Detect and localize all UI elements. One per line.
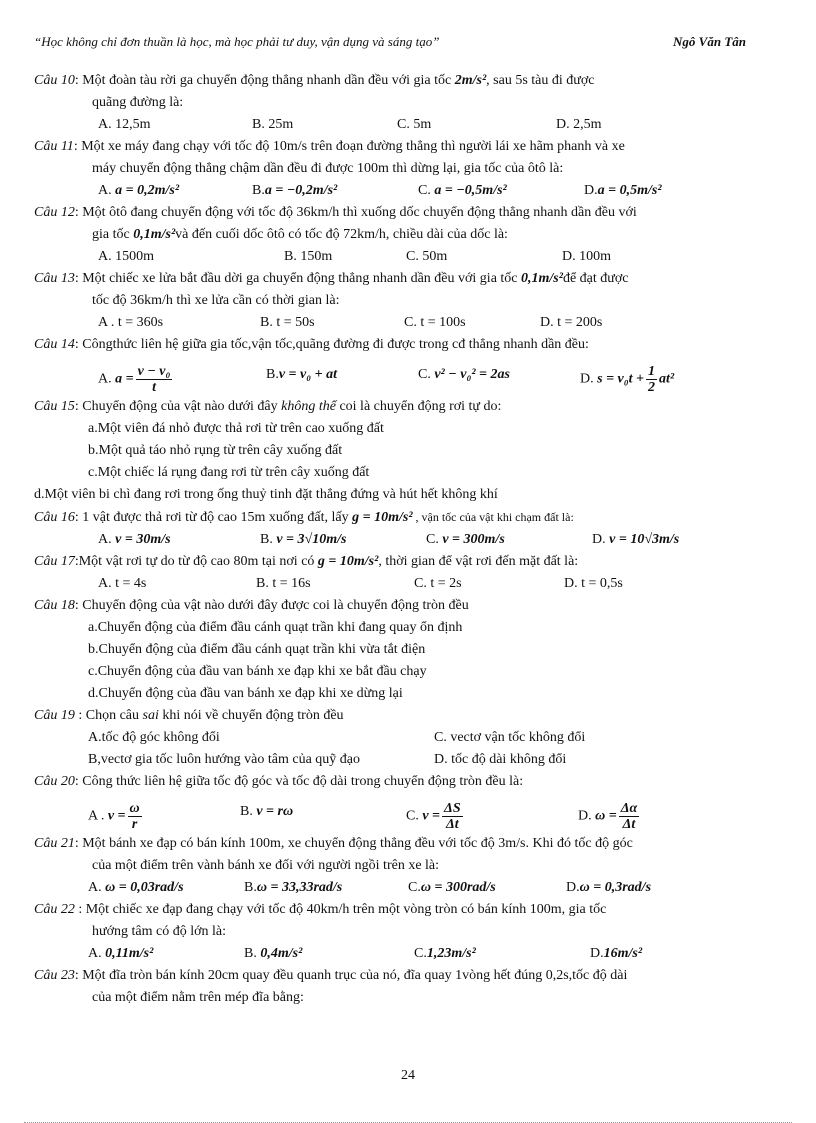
option-formula: ω = — [595, 808, 617, 824]
option-b: B,vectơ gia tốc luôn hướng vào tâm của quỹ đạo — [88, 752, 360, 767]
option-formula: 1,23m/s² — [426, 946, 476, 961]
question-number: Câu 13 — [34, 271, 75, 286]
option-a: A . t = 360s — [98, 315, 164, 330]
option-letter: D. — [584, 183, 598, 198]
option-c — [426, 529, 505, 551]
option-a — [88, 801, 144, 832]
option-formula: ω = 0,3rad/s — [579, 880, 652, 895]
option-b — [240, 801, 293, 823]
fraction-denominator: Δt — [446, 817, 459, 832]
option-letter: A . — [88, 808, 108, 824]
answer-options — [34, 877, 764, 899]
question-18 — [34, 595, 764, 705]
fraction — [136, 364, 173, 395]
option-a — [88, 943, 153, 965]
option-b — [260, 529, 346, 551]
option-formula: v = 3√10m/s — [276, 532, 347, 547]
option-d: D. t = 0,5s — [564, 576, 623, 591]
math-expression: 0,1m/s² — [133, 227, 176, 242]
question-text: : Chọn câu — [74, 708, 143, 723]
option-a: A. t = 4s — [98, 576, 147, 591]
option-b — [252, 180, 337, 202]
option-letter: B. — [240, 804, 257, 819]
option-letter: A. — [88, 946, 106, 961]
question-number: Câu 23 — [34, 968, 75, 983]
fraction-numerator: Δα — [620, 801, 638, 816]
page-header — [34, 34, 746, 54]
option-d — [584, 180, 662, 202]
option-b — [266, 364, 337, 386]
option-letter: C. — [408, 880, 421, 895]
question-number: Câu 22 — [34, 902, 75, 917]
option-c — [408, 877, 496, 899]
option-formula: v = v₀ + at — [278, 367, 337, 382]
option-a: A. 12,5m — [98, 117, 151, 132]
question-23 — [34, 965, 764, 1009]
option-a — [98, 529, 171, 551]
option-letter: B. — [244, 880, 257, 895]
option-letter: B. — [266, 367, 279, 382]
option-d: D. tốc độ dài không đổi — [434, 752, 567, 767]
fraction-numerator: ΔS — [444, 801, 461, 816]
option-formula: a = 0,2m/s² — [115, 183, 180, 198]
question-number: Câu 20 — [34, 774, 75, 789]
emphasis-text: không thể — [281, 399, 336, 414]
option-letter: A. — [98, 532, 116, 547]
option-b: B. t = 50s — [260, 315, 315, 330]
fraction-numerator: 1 — [648, 364, 656, 379]
option-c — [418, 364, 510, 386]
question-22 — [34, 899, 764, 965]
option-formula: v² − v₀² = 2as — [434, 367, 510, 382]
option-formula: ω = 33,33rad/s — [256, 880, 343, 895]
question-number: Câu 15 — [34, 399, 75, 414]
option-a — [98, 364, 174, 395]
answer-options — [34, 356, 764, 396]
math-expression: 0,1m/s² — [521, 271, 563, 286]
option-c: C. 50m — [406, 249, 448, 264]
question-continuation: tốc độ 36km/h thì xe lửa cần có thời gian là: — [92, 293, 340, 308]
fraction-denominator: t — [152, 380, 156, 395]
question-text: : Một ôtô đang chuyển động với tốc độ 36km/h thì xuống dốc chuyển động thẳng nhanh dần đều với — [74, 205, 637, 220]
option-letter: D. — [580, 371, 598, 387]
option-c: c.Chuyển động của đầu van bánh xe đạp khi xe bắt đầu chạy — [88, 664, 427, 679]
answer-options-row — [34, 727, 764, 749]
math-expression: g = 10m/s² — [352, 510, 413, 525]
question-continuation: máy chuyển động thẳng chậm dần đều đi được 100m thì dừng lại, gia tốc của ôtô là: — [92, 161, 564, 176]
answer-options — [34, 573, 764, 595]
option-letter: C. — [426, 532, 443, 547]
option-formula: a = −0,2m/s² — [264, 183, 338, 198]
option-formula: a = 0,5m/s² — [597, 183, 662, 198]
question-number: Câu 21 — [34, 836, 75, 851]
option-c: c.Một chiếc lá rụng đang rơi từ trên cây xuống đất — [88, 465, 370, 480]
option-formula: 0,4m/s² — [260, 946, 303, 961]
option-a: a.Một viên đá nhỏ được thả rơi từ trên cao xuống đất — [88, 421, 384, 436]
question-text-tail: , thời gian để vật rơi đến mặt đất là: — [378, 554, 579, 569]
option-formula: v = — [422, 808, 441, 824]
question-10 — [34, 70, 764, 136]
fraction-denominator: r — [131, 817, 138, 832]
answer-options — [34, 793, 764, 833]
option-formula: 16m/s² — [603, 946, 643, 961]
option-letter: D. — [592, 532, 610, 547]
fraction-numerator: v − v₀ — [137, 364, 171, 379]
option-letter: C. — [418, 367, 435, 382]
answer-options — [34, 114, 764, 136]
question-text: : Một đĩa tròn bán kính 20cm quay đều quanh trục của nó, đĩa quay 1vòng hết đúng 0,2s,tốc độ dài — [74, 968, 628, 983]
option-formula: v = 30m/s — [115, 532, 171, 547]
option-letter: C. — [406, 808, 423, 824]
question-text: : Chuyển động của vật nào dưới đây — [74, 399, 282, 414]
option-formula: ω = 300rad/s — [420, 880, 496, 895]
question-text-tail: khi nói về chuyển động tròn đều — [158, 708, 344, 723]
option-formula: v = 300m/s — [442, 532, 505, 547]
math-expression: g = 10m/s² — [317, 554, 379, 569]
option-d: d.Một viên bi chì đang rơi trong ống thuỷ tinh đặt thẳng đứng và hút hết không khí — [34, 487, 498, 502]
question-text: : Một xe máy đang chạy với tốc độ 10m/s trên đoạn đường thẳng thì người lái xe hãm phanh và xe — [73, 139, 625, 154]
question-number: Câu 10 — [34, 73, 75, 88]
option-d: D. t = 200s — [540, 315, 603, 330]
option-a: A.tốc độ góc không đổi — [88, 730, 220, 745]
option-b — [244, 877, 342, 899]
option-a — [88, 877, 184, 899]
question-text-tail: , sau 5s tàu đi được — [486, 73, 595, 88]
question-text: : 1 vật được thả rơi từ độ cao 15m xuống đất, lấy — [74, 510, 353, 525]
option-c — [414, 943, 476, 965]
question-text: : Một chiếc xe lửa bắt đầu dời ga chuyển động thẳng nhanh dần đều với gia tốc — [74, 271, 522, 286]
question-15 — [34, 396, 764, 506]
option-formula-tail: at² — [659, 371, 675, 387]
option-b: B. t = 16s — [256, 576, 311, 591]
fraction — [619, 801, 640, 832]
option-b: B. 25m — [252, 117, 294, 132]
question-continuation: của một điểm nằm trên mép đĩa bằng: — [92, 990, 304, 1005]
question-12 — [34, 202, 764, 268]
question-text: : Một đoàn tàu rời ga chuyển động thẳng nhanh dần đều với gia tốc — [74, 73, 455, 88]
question-text: : Côngthức liên hệ giữa gia tốc,vận tốc,quãng đường đi được trong cđ thẳng nhanh dần đều: — [74, 337, 589, 352]
option-b: B. 150m — [284, 249, 333, 264]
question-text: : Một chiếc xe đạp đang chạy với tốc độ 40km/h trên một vòng tròn có bán kính 100m, gia tốc — [74, 902, 607, 917]
question-number: Câu 12 — [34, 205, 75, 220]
header-author: Ngô Văn Tân — [673, 34, 746, 49]
option-c — [406, 801, 465, 832]
option-a — [98, 180, 179, 202]
text-segment: và đến cuối dốc ôtô có tốc độ 72km/h, chiều dài của dốc là: — [175, 227, 508, 242]
option-letter: B. — [252, 183, 265, 198]
answer-options-row — [34, 749, 764, 771]
option-d: D. 2,5m — [556, 117, 602, 132]
question-13 — [34, 268, 764, 334]
emphasis-text: sai — [142, 708, 159, 723]
option-letter: C. — [414, 946, 427, 961]
question-text: : Một bánh xe đạp có bán kính 100m, xe chuyển động thẳng đều với tốc độ 3m/s. Khi đó tốc độ góc — [74, 836, 633, 851]
fraction-numerator: ω — [129, 801, 140, 816]
question-continuation: của một điểm trên vành bánh xe đối với người ngồi trên xe là: — [92, 858, 440, 873]
question-text-tail: , vận tốc của vật khi chạm đất là: — [412, 510, 574, 524]
option-letter: A. — [88, 880, 106, 895]
option-a: A. 1500m — [98, 249, 154, 264]
option-letter: D. — [590, 946, 604, 961]
option-c: C. t = 100s — [404, 315, 466, 330]
option-letter: D. — [566, 880, 580, 895]
fraction — [128, 801, 142, 832]
option-d — [592, 529, 679, 551]
option-d — [578, 801, 641, 832]
question-text: : Chuyển động của vật nào dưới đây được coi là chuyển động tròn đều — [74, 598, 469, 613]
fraction-denominator: Δt — [622, 817, 636, 832]
answer-options — [34, 180, 764, 202]
option-d: D. 100m — [562, 249, 611, 264]
question-21 — [34, 833, 764, 899]
question-number: Câu 14 — [34, 337, 75, 352]
question-19 — [34, 705, 764, 771]
question-continuation: hướng tâm có độ lớn là: — [92, 924, 226, 939]
option-letter: A. — [98, 183, 116, 198]
question-number: Câu 18 — [34, 598, 75, 613]
option-letter: D. — [578, 808, 596, 824]
option-b: b.Chuyển động của điểm đầu cánh quạt trần khi vừa tắt điện — [88, 642, 426, 657]
question-continuation: quãng đường là: — [92, 95, 184, 110]
question-16 — [34, 506, 764, 551]
answer-options — [34, 312, 764, 334]
answer-options — [34, 246, 764, 268]
question-text-tail: coi là chuyển động rơi tự do: — [335, 399, 502, 414]
page-number: 24 — [401, 1068, 415, 1083]
option-formula: 0,11m/s² — [105, 946, 154, 961]
question-number: Câu 17 — [34, 554, 75, 569]
question-11 — [34, 136, 764, 202]
option-c — [418, 180, 507, 202]
question-number: Câu 11 — [34, 139, 74, 154]
question-14 — [34, 334, 764, 396]
option-b: b.Một quả táo nhỏ rụng từ trên cây xuống đất — [88, 443, 343, 458]
option-d — [580, 364, 674, 395]
answer-options — [34, 529, 764, 551]
option-c: C. 5m — [397, 117, 432, 132]
option-a: a.Chuyển động của điểm đầu cánh quạt trần khi đang quay ổn định — [88, 620, 463, 635]
fraction-denominator: 2 — [648, 380, 656, 395]
question-text: :Một vật rơi tự do từ độ cao 80m tại nơi có — [74, 554, 318, 569]
question-text: : Công thức liên hệ giữa tốc độ góc và tốc độ dài trong chuyển động tròn đều là: — [74, 774, 524, 789]
option-formula: v = — [107, 808, 126, 824]
option-d: d.Chuyển động của đầu van bánh xe đạp khi xe dừng lại — [88, 686, 403, 701]
option-d — [566, 877, 651, 899]
option-letter: A. — [98, 371, 116, 387]
answer-options — [34, 943, 764, 965]
option-formula: a = −0,5m/s² — [434, 183, 507, 198]
question-number: Câu 16 — [34, 510, 75, 525]
question-list — [34, 70, 764, 1009]
question-17 — [34, 551, 764, 595]
text-segment: gia tốc — [92, 227, 134, 242]
math-expression: 2m/s² — [454, 73, 487, 88]
question-text-tail: để đạt được — [562, 271, 629, 286]
option-formula: a = — [115, 371, 134, 387]
option-letter: B. — [260, 532, 277, 547]
option-formula: s = v₀t + — [597, 371, 645, 387]
question-number: Câu 19 — [34, 708, 75, 723]
option-formula: v = rω — [256, 804, 294, 819]
header-motto: “Học không chỉ đơn thuần là học, mà học phải tư duy, vận dụng và sáng tạo” — [34, 34, 440, 49]
fraction — [442, 801, 463, 832]
option-c: C. t = 2s — [414, 576, 462, 591]
question-continuation — [34, 224, 764, 246]
option-b — [244, 943, 302, 965]
option-c: C. vectơ vận tốc không đổi — [434, 730, 586, 745]
option-formula: v = 10√3m/s — [609, 532, 680, 547]
fraction — [646, 364, 657, 395]
option-letter: C. — [418, 183, 435, 198]
option-letter: B. — [244, 946, 261, 961]
question-20 — [34, 771, 764, 833]
option-formula: ω = 0,03rad/s — [105, 880, 184, 895]
option-d — [590, 943, 642, 965]
